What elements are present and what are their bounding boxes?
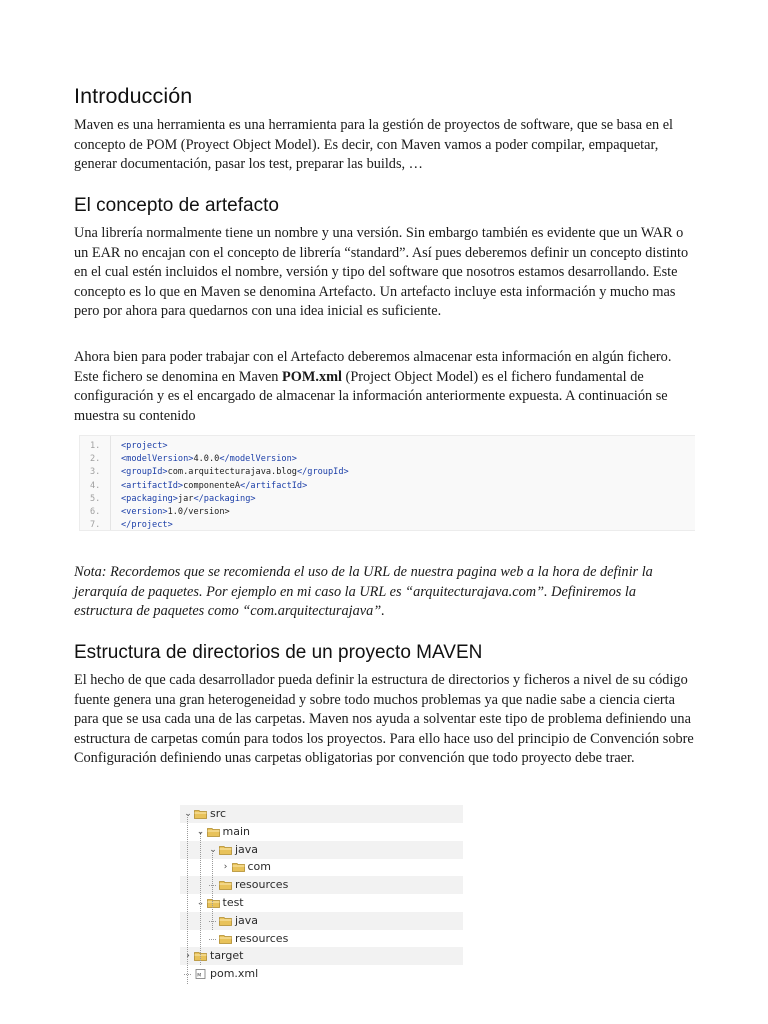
note-paragraph: Nota: Recordemos que se recomienda el uso de la URL de nuestra pagina web a la hora de definir la jerarquía de paquetes. Por ejemplo en mi caso la URL es “arquitecturajava.com”. Definiremos la estructura de paquetes como “com.arquitecturajava”. [74,564,653,619]
code-block [79,435,695,531]
xml-open-tag: <packaging> [121,493,178,504]
line-number: 7. [90,520,101,531]
line-number: 5. [90,493,101,504]
paragraph-artefacto-2 [74,348,696,426]
pom-xml-bold: POM.xml [282,368,342,385]
code-line [80,466,695,479]
tree-item[interactable] [180,876,463,894]
chevron-down-icon[interactable]: ⌄ [196,826,205,837]
xml-close-tag: </groupId> [296,467,349,478]
chevron-right-icon[interactable]: › [186,951,190,962]
heading-introduccion: Introducción [74,84,193,108]
svg-text:M: M [197,973,202,979]
chevron-right-icon[interactable]: › [223,862,228,873]
xml-close-tag: </modelVersion> [219,454,297,465]
tree-guide-line [187,814,188,984]
tree-item[interactable] [180,823,463,841]
tree-item-label: main [222,824,250,838]
paragraph-artefacto-2-before: Ahora bien para poder trabajar con el Artefacto deberemos almacenar esta información en algún fichero. Este fichero se denomina en Maven [74,349,672,385]
code-text [121,519,173,532]
code-line [80,493,695,506]
chevron-down-icon[interactable]: ⌄ [209,844,217,855]
folder-icon [232,862,245,872]
directory-tree [180,805,463,985]
heading-estructura: Estructura de directorios de un proyecto MAVEN [74,642,483,663]
xml-value: jar [177,493,194,504]
tree-item-label: java [235,842,259,856]
code-line [80,506,695,519]
xml-open-tag: <version> [121,506,168,517]
paragraph-artefacto-2-after: (Project Object Model) es el fichero fundamental de configuración y es el encargado de almacenar la información anteriormente expuesta. A continuación se muestra su contenido [74,368,668,424]
tree-item-label: resources [235,931,289,945]
xml-value: componenteA [183,480,241,491]
code-text [121,466,349,479]
tree-item-label: pom.xml [210,967,259,981]
xml-value: com.arquitecturajava.blog [167,467,297,478]
folder-icon [219,880,232,890]
folder-icon [194,809,207,819]
tree-item-label: target [210,949,244,963]
tree-item[interactable] [180,894,463,912]
xml-value: 4.0.0 [193,454,220,465]
line-number: 6. [90,506,101,517]
chevron-down-icon[interactable]: ⌄ [184,809,192,819]
xml-open-tag: <artifactId> [121,480,184,491]
xml-close-tag: </artifactId> [240,480,308,491]
line-number: 2. [90,454,101,465]
code-line [80,480,695,493]
xml-close-tag: </packaging> [193,493,256,504]
tree-item-label: java [235,913,259,927]
tree-item[interactable] [180,912,463,930]
line-number: 1. [90,441,101,451]
code-line [80,453,695,466]
tree-connector [209,939,216,940]
tree-item[interactable] [180,947,463,965]
code-text [121,493,256,506]
xml-file-icon [194,969,207,979]
folder-icon [219,916,232,926]
code-text [121,480,307,493]
xml-open-tag: <groupId> [121,467,168,478]
tree-item-label: test [222,896,244,909]
paragraph-artefacto-1: Una librería normalmente tiene un nombre y una versión. Sin embargo también es evidente que un WAR o un EAR no encajan con el concepto de librería “standard”. Así pues deberemos definir un concepto distinto en el cual estén incluidos el nombre, versión y tipo del software que nosotros estamos desarrollando. Este concepto es lo que en Maven se denomina Artefacto. Un artefacto incluye esta información y mucho mas pero por ahora para quedarnos con una idea inicial es suficiente. [74,225,689,319]
code-line [80,440,695,453]
tree-item[interactable] [180,805,463,823]
tree-item-label: resources [235,878,289,892]
tree-item[interactable] [180,841,463,859]
xml-value: 1.0/version> [167,506,230,517]
tree-item[interactable] [180,858,463,876]
line-number: 3. [90,467,101,478]
folder-icon [219,845,232,855]
xml-open-tag: <modelVersion> [121,454,194,465]
code-line [80,519,695,532]
folder-icon [219,934,232,944]
code-text [121,453,297,466]
paragraph-estructura: El hecho de que cada desarrollador pueda definir la estructura de directorios y ficheros a nivel de su código fuente genera una gran heterogeneidad y sobre todo muchos problemas ya que nadie sabe a ciencia cierta para que se usa cada una de las carpetas. Maven nos ayuda a solventar este tipo de problema definiendo una estructura de carpetas común para todos los proyectos. Para ello hace uso del principio de Convención sobre Configuración definiendo unas carpetas obligatorias por convención que todo proyecto debe traer. [74,672,694,766]
tree-guide-line [212,850,213,930]
tree-item[interactable] [180,930,463,948]
folder-icon [207,827,220,837]
tree-item-label: src [210,807,227,820]
tree-guide-line [200,832,201,965]
code-text [121,440,168,453]
tree-item[interactable] [180,965,463,983]
paragraph-intro: Maven es una herramienta es una herramienta para la gestión de proyectos de software, que se basa en el concepto de POM (Proyect Object Model). Es decir, con Maven vamos a poder compilar, empaquetar, generar documentación, pasar los test, preparar las builds, … [74,117,674,172]
xml-open-tag: </project> [121,520,173,531]
code-lines [80,440,695,532]
code-text [121,506,230,519]
line-number: 4. [90,480,101,491]
xml-open-tag: <project> [121,441,168,451]
tree-item-label: com [247,860,271,874]
folder-icon [194,951,207,961]
heading-artefacto: El concepto de artefacto [74,195,279,216]
chevron-down-icon[interactable]: ⌄ [196,898,205,908]
folder-icon [207,898,220,908]
